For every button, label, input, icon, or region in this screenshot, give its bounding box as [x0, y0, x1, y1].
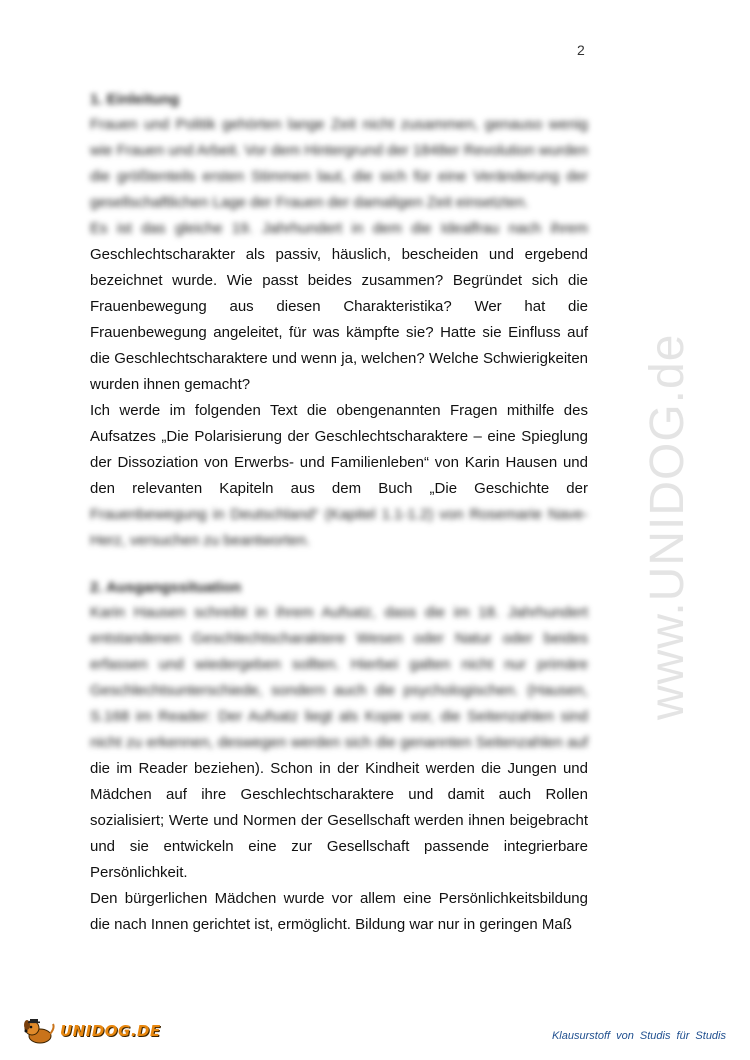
visible-text: Geschlechtscharakter als passiv, häuslich, bescheiden und ergebend bezeichnet wurde. Wie passt beides zusammen? Begründet sich die Frauenbewegung aus diesen Charakteristika? Wer hat die Frauenbewegung angeleitet, für was kämpfte sie? Hatte sie Einfluss auf die Geschlechtscharaktere und wenn ja, welchen? Welche Schwierigkeiten wurden ihnen gemacht? — [90, 246, 588, 393]
blurred-text: Karin Hausen schreibt in ihrem Aufsatz, dass die im 18. Jahrhundert entstandenen Geschlechtscharaktere Wesen oder Natur oder beides erfassen und wiedergeben sollten. Hierbei galten nicht nur primäre Geschlechtsunterschiede, sondern auch die psychologischen. (Hausen, S.168 im Reader: Der Aufsatz liegt als Kopie vor, die Seitenzahlen sind nicht zu erkennen, deswegen werden sich die genannten Seitenzahlen auf — [90, 604, 588, 751]
visible-text: Ich werde im folgenden Text die obengenannten Fragen mithilfe des Aufsatzes „Die Polarisierung der Geschlechtscharaktere – eine Spieglung der Dissoziation von Erwerbs- und Familienleben“ von Karin Hausen und den relevanten Kapiteln aus dem Buch „Die Geschichte der — [90, 402, 588, 497]
section-heading-ausgangssituation: 2. Ausgangssituation — [90, 579, 242, 596]
unidog-logo[interactable] — [22, 1016, 161, 1046]
visible-text: die im Reader beziehen). Schon in der Kindheit werden die Jungen und Mädchen auf ihre Geschlechtscharaktere und damit auch Rollen sozialisiert; Werte und Normen der Gesellschaft werden ihnen beigebracht und sie entwickeln eine zur Gesellschaft passende integrierbare Persönlichkeit. — [90, 760, 588, 881]
footer-tagline: Klausurstoff von Studis für Studis — [551, 1030, 726, 1042]
paragraph-hausen — [90, 600, 588, 886]
logo-text: UNIDOG.DE — [60, 1022, 161, 1040]
page-number: 2 — [577, 42, 585, 58]
document-body — [90, 88, 588, 938]
blurred-text: Es ist das gleiche 19. Jahrhundert in dem die Idealfrau nach ihrem — [90, 220, 588, 237]
blurred-text: Frauenbewegung in Deutschland“ (Kapitel 1.1-1.2) von Rosemarie Nave-Herz, versuchen zu beantworten. — [90, 506, 588, 549]
section-gap — [90, 554, 588, 576]
paragraph-method — [90, 398, 588, 554]
dog-icon — [22, 1016, 56, 1046]
paragraph-intro: Frauen und Politik gehörten lange Zeit nicht zusammen, genauso wenig wie Frauen und Arbeit. Vor dem Hintergrund der 1848er Revolution wurden die größtenteils ersten Stimmen laut, die sich für eine Veränderung der gesellschaftlichen Lage der Frauen der damaligen Zeit einsetzten. — [90, 116, 588, 211]
paragraph-questions — [90, 216, 588, 398]
watermark: www.UNIDOG.de — [641, 333, 694, 720]
paragraph-bildung: Den bürgerlichen Mädchen wurde vor allem eine Persönlichkeitsbildung die nach Innen gerichtet ist, ermöglicht. Bildung war nur in geringen Maß — [90, 890, 588, 933]
section-heading-einleitung: 1. Einleitung — [90, 91, 180, 108]
